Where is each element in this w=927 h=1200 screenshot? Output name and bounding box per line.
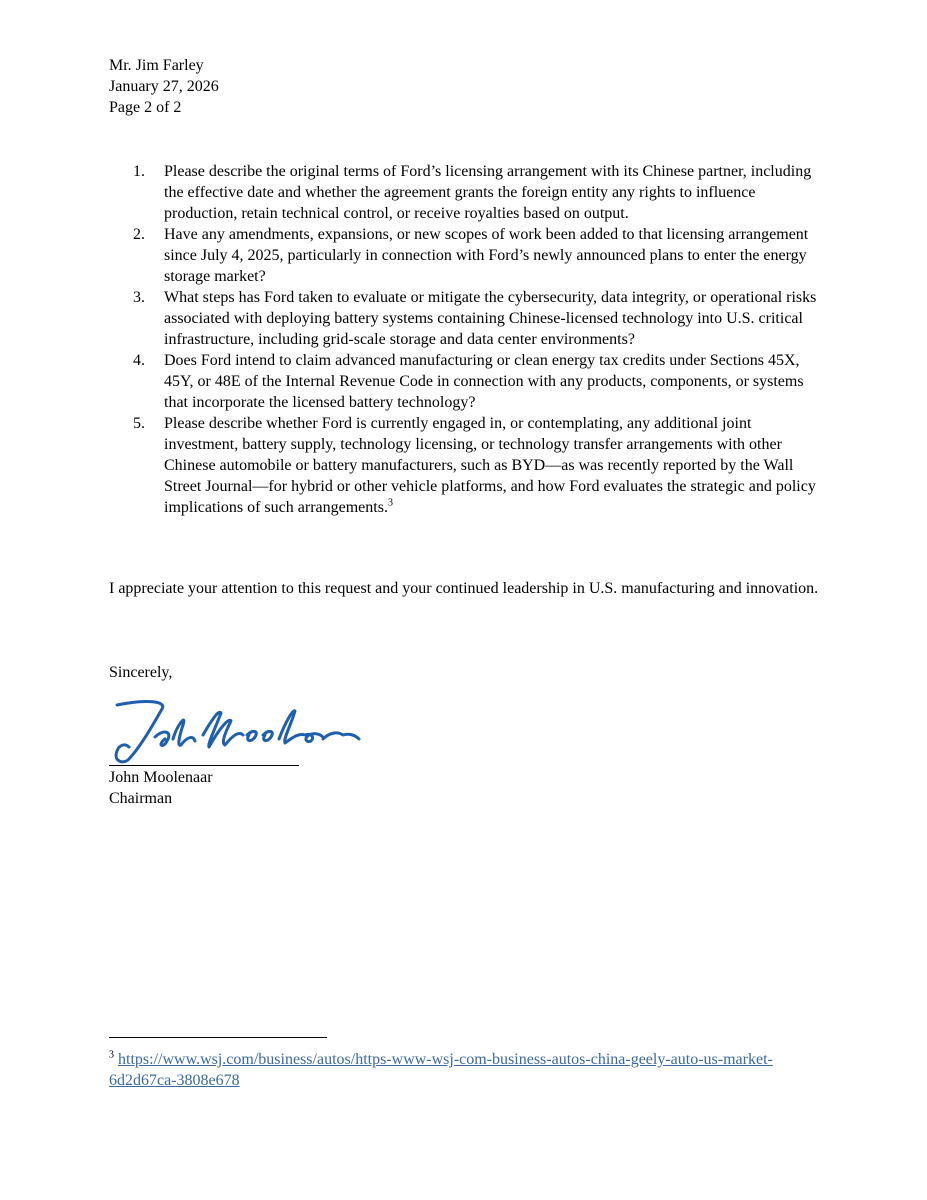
list-item-number: 3. bbox=[133, 289, 145, 306]
question-list bbox=[133, 161, 823, 518]
recipient-name: Mr. Jim Farley bbox=[109, 57, 204, 74]
handwritten-signature bbox=[107, 695, 367, 765]
list-item-number: 5. bbox=[133, 415, 145, 432]
list-item-text: Does Ford intend to claim advanced manufacturing or clean energy tax credits under Sections 45X, 45Y, or 48E of the Internal Revenue Code in connection with any products, components, or systems that incorporate the licensed battery technology? bbox=[164, 352, 804, 411]
signer-block bbox=[109, 767, 213, 809]
list-item bbox=[133, 161, 823, 224]
list-item bbox=[133, 350, 823, 413]
list-item-number: 2. bbox=[133, 226, 145, 243]
list-item-text: Have any amendments, expansions, or new scopes of work been added to that licensing arrangement since July 4, 2025, particularly in connection with Ford’s newly announced plans to enter the energy storage market? bbox=[164, 226, 809, 285]
footnote-marker: 3 bbox=[109, 1049, 114, 1061]
list-item-text: What steps has Ford taken to evaluate or mitigate the cybersecurity, data integrity, or operational risks associated with deploying battery systems containing Chinese-licensed technology into U.S. critical infrastructure, including grid-scale storage and data center environments? bbox=[164, 289, 817, 348]
list-item-text: Please describe whether Ford is currently engaged in, or contemplating, any additional joint investment, battery supply, technology licensing, or technology transfer arrangements with other Chinese automobile or battery manufacturers, such as BYD—as was recently reported by the Wall Street Journal—for hybrid or other vehicle platforms, and how Ford evaluates the strategic and policy implications of such arrangements. bbox=[164, 415, 816, 516]
signature-strokes bbox=[116, 702, 359, 762]
closing-paragraph: I appreciate your attention to this request and your continued leadership in U.S. manufacturing and innovation. bbox=[109, 580, 819, 597]
signer-title: Chairman bbox=[109, 790, 173, 807]
list-item bbox=[133, 287, 823, 350]
list-item-number: 4. bbox=[133, 352, 145, 369]
signature-line bbox=[109, 765, 299, 766]
list-item bbox=[133, 413, 823, 518]
footnote-reference[interactable]: 3 bbox=[387, 497, 393, 509]
list-item bbox=[133, 224, 823, 287]
letter-header bbox=[109, 55, 219, 118]
footnote bbox=[109, 1049, 829, 1091]
list-item-text: Please describe the original terms of Ford’s licensing arrangement with its Chinese partner, including the effective date and whether the agreement grants the foreign entity any rights to influence production, retain technical control, or receive royalties based on output. bbox=[164, 163, 812, 222]
footnote-link[interactable]: https://www.wsj.com/business/autos/https-www-wsj-com-business-autos-china-geely-auto-us-market-6d2d67ca-3808e678 bbox=[109, 1051, 773, 1089]
letter-date: January 27, 2026 bbox=[109, 78, 219, 95]
signer-name: John Moolenaar bbox=[109, 769, 213, 786]
page-number: Page 2 of 2 bbox=[109, 99, 182, 116]
list-item-number: 1. bbox=[133, 163, 145, 180]
salutation: Sincerely, bbox=[109, 664, 173, 681]
footnote-divider bbox=[109, 1037, 327, 1038]
